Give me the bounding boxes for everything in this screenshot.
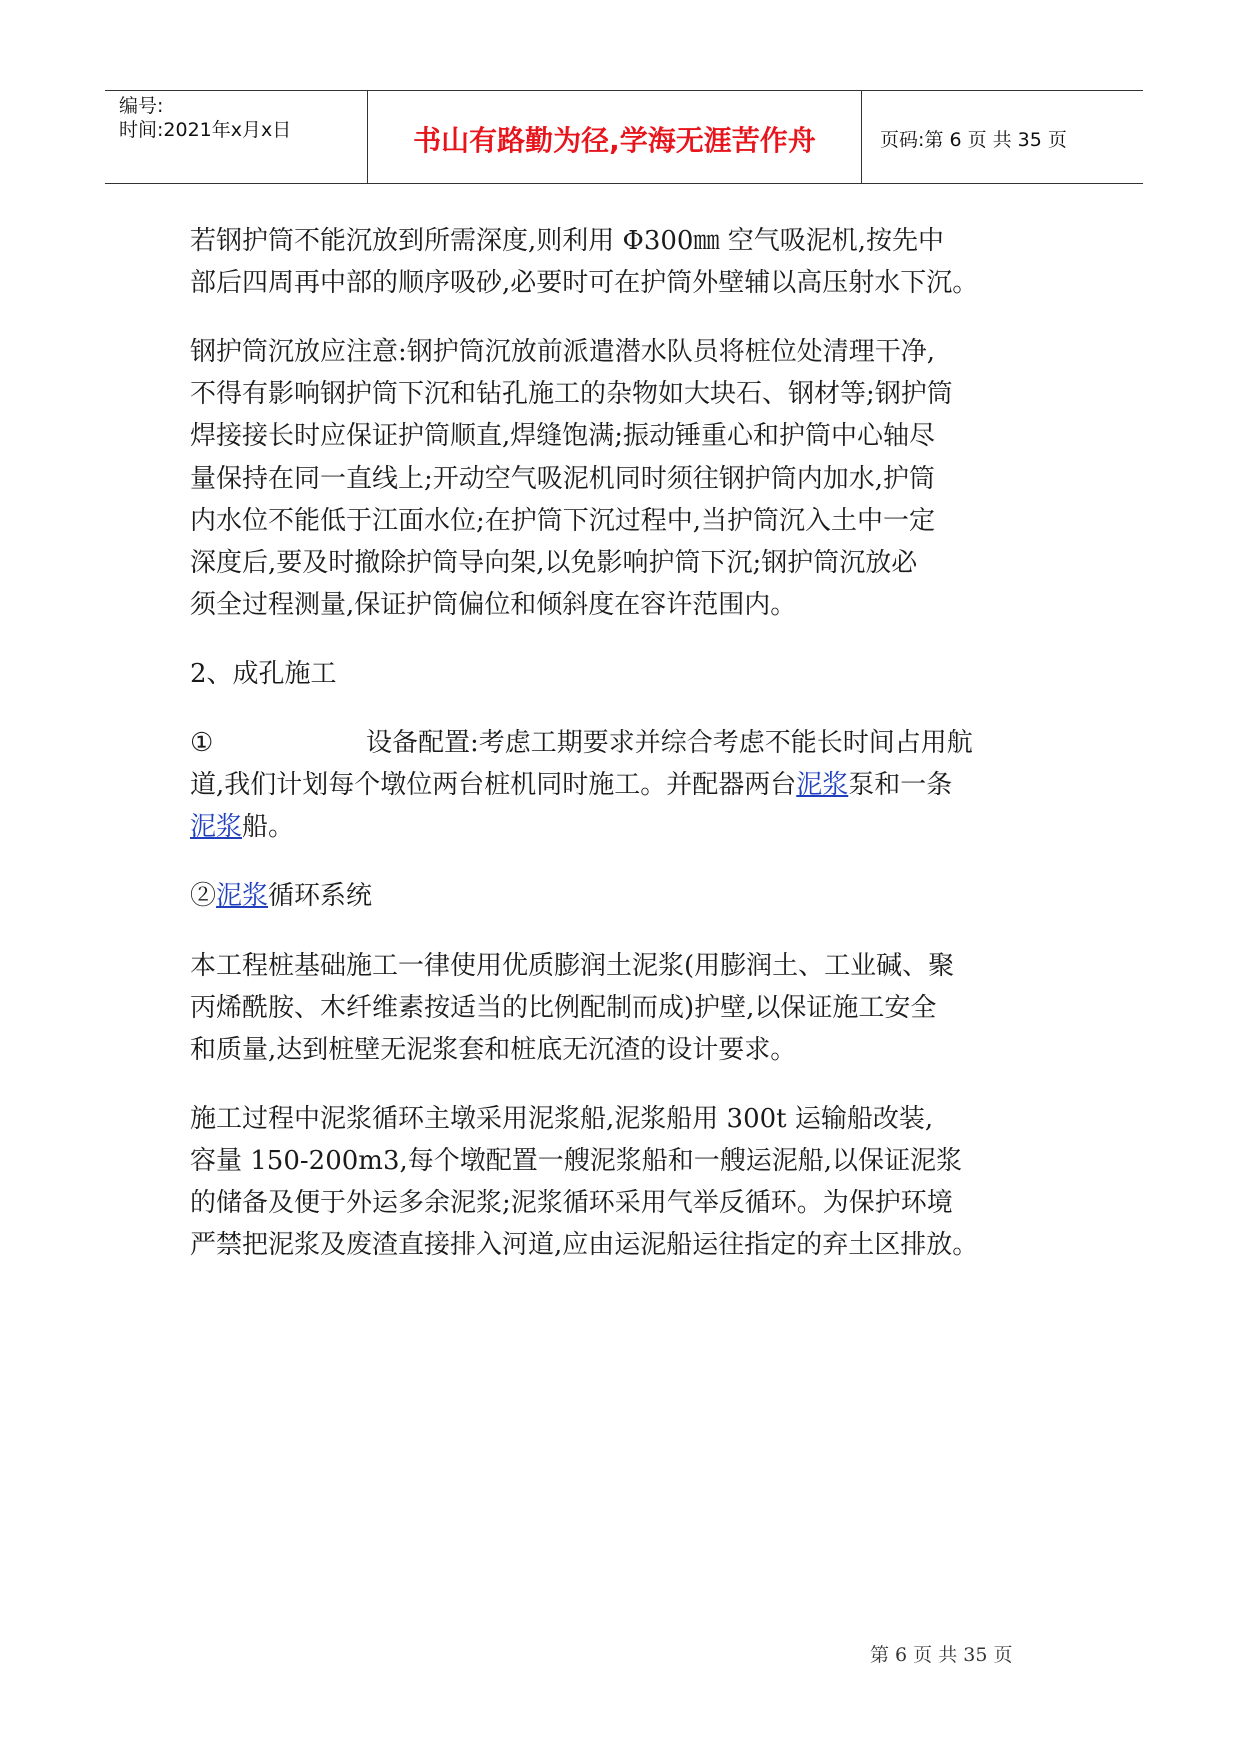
paragraph-line: 丙烯酰胺、木纤维素按适当的比例配制而成)护壁,以保证施工安全 — [190, 992, 937, 1023]
paragraph-line: 内水位不能低于江面水位;在护筒下沉过程中,当护筒沉入土中一定 — [190, 505, 936, 536]
equipment-text: 设备配置:考虑工期要求并综合考虑不能长时间占用航 — [366, 728, 973, 759]
paragraph-line: 焊接接长时应保证护筒顺直,焊缝饱满;振动锤重心和护筒中心轴尽 — [190, 421, 936, 452]
mud-link[interactable]: 泥浆 — [216, 881, 269, 912]
mud-link[interactable]: 泥浆 — [796, 770, 849, 801]
paragraph-line: 不得有影响钢护筒下沉和钻孔施工的杂物如大块石、钢材等;钢护筒 — [190, 379, 953, 410]
paragraph-line: 钢护筒沉放应注意:钢护筒沉放前派遣潜水队员将桩位处清理干净, — [190, 337, 936, 368]
header-motto: 书山有路勤为径,学海无涯苦作舟 — [413, 124, 816, 157]
header-table — [105, 90, 1143, 184]
header-left-cell — [105, 91, 368, 183]
mud-circulation-item — [190, 875, 1070, 917]
document-body — [190, 220, 1070, 1293]
paragraph-line: 若钢护筒不能沉放到所需深度,则利用 Φ300㎜ 空气吸泥机,按先中 — [190, 226, 945, 256]
header-page-number: 页码:第 6 页 共 35 页 — [880, 129, 1067, 151]
equipment-text: 泵和一条 — [848, 770, 953, 801]
section-heading — [190, 653, 1070, 695]
paragraph-line: 部后四周再中部的顺序吸砂,必要时可在护筒外壁辅以高压射水下沉。 — [190, 268, 979, 299]
equipment-item-line-2 — [190, 764, 1070, 806]
equipment-item — [190, 722, 1070, 848]
paragraph-7 — [190, 1098, 1070, 1266]
paragraph-line: 严禁把泥浆及废渣直接排入河道,应由运泥船运往指定的弃土区排放。 — [190, 1230, 979, 1261]
paragraph-6 — [190, 945, 1070, 1071]
footer-page-number: 第 6 页 共 35 页 — [870, 1644, 1013, 1666]
paragraph-line: 须全过程测量,保证护筒偏位和倾斜度在容许范围内。 — [190, 589, 797, 620]
header-motto-cell — [368, 91, 862, 183]
paragraph-line: 容量 150-200m3,每个墩配置一艘泥浆船和一艘运泥船,以保证泥浆 — [190, 1145, 963, 1176]
paragraph-line: 深度后,要及时撤除护筒导向架,以免影响护筒下沉;钢护筒沉放必 — [190, 547, 918, 578]
mud-circulation-text: 循环系统 — [268, 881, 373, 912]
equipment-item-line-1 — [190, 722, 1070, 764]
document-number-label: 编号: — [119, 95, 164, 117]
paragraph-line: 和质量,达到桩壁无泥浆套和桩底无沉渣的设计要求。 — [190, 1034, 797, 1065]
equipment-text: 道,我们计划每个墩位两台桩机同时施工。并配器两台 — [190, 770, 797, 801]
header-page-cell — [862, 91, 1143, 183]
equipment-text: 船。 — [242, 812, 295, 843]
item-marker: ① — [190, 728, 214, 759]
mud-circulation-heading — [190, 875, 1070, 917]
document-time-label: 时间:2021年x月x日 — [119, 119, 292, 141]
paragraph-2 — [190, 331, 1070, 626]
paragraph-line: 的储备及便于外运多余泥浆;泥浆循环采用气举反循环。为保护环境 — [190, 1188, 953, 1219]
item-marker: ② — [190, 881, 217, 912]
paragraph-1 — [190, 220, 1070, 304]
section-heading-text: 2、成孔施工 — [190, 658, 337, 689]
paragraph-line: 施工过程中泥浆循环主墩采用泥浆船,泥浆船用 300t 运输船改装, — [190, 1103, 934, 1134]
paragraph-line: 本工程桩基础施工一律使用优质膨润土泥浆(用膨润土、工业碱、聚 — [190, 950, 955, 981]
equipment-item-line-3 — [190, 806, 1070, 848]
mud-link[interactable]: 泥浆 — [190, 812, 243, 843]
paragraph-line: 量保持在同一直线上;开动空气吸泥机同时须往钢护筒内加水,护筒 — [190, 463, 936, 494]
